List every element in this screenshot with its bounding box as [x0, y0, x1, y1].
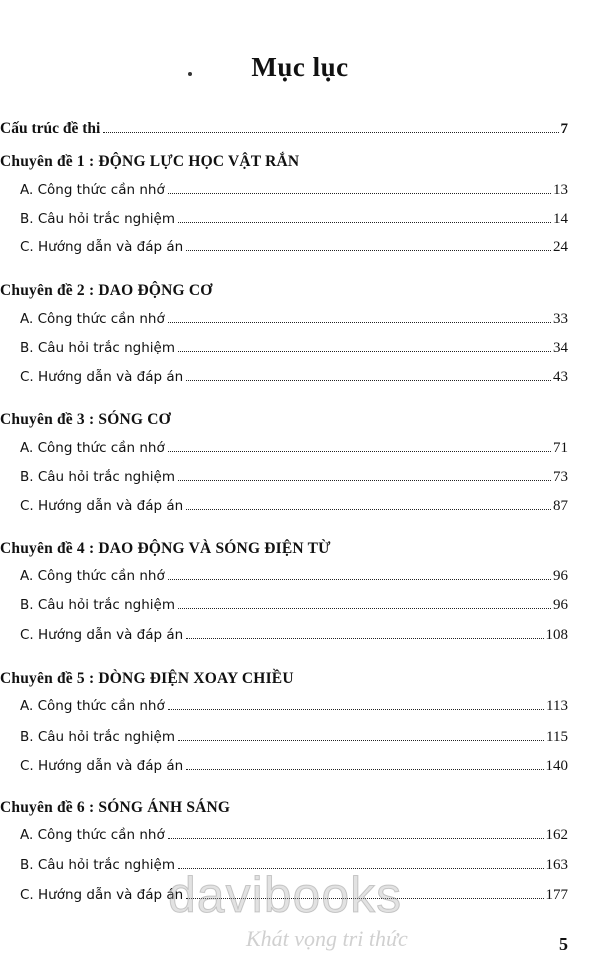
watermark-brand: davibooks — [168, 867, 403, 923]
page-title: Mục lục — [251, 52, 349, 82]
toc-entry-page: 140 — [545, 758, 568, 774]
toc-entry-page: 108 — [545, 627, 568, 643]
toc-entry-page: 24 — [553, 239, 568, 255]
toc-entry-page: 163 — [545, 857, 568, 873]
toc-entry-label: B. Câu hỏi trắc nghiệm — [20, 340, 175, 356]
toc-entry[interactable] — [20, 857, 568, 879]
dot-leader — [178, 480, 551, 481]
toc-entry-label: B. Câu hỏi trắc nghiệm — [20, 857, 175, 873]
toc-entry-label: A. Công thức cần nhớ — [20, 311, 165, 327]
dot-leader — [186, 638, 543, 639]
toc-entry-label: C. Hướng dẫn và đáp án — [20, 887, 184, 903]
toc-entry-label: A. Công thức cần nhớ — [20, 827, 165, 843]
toc-entry[interactable] — [20, 239, 568, 261]
toc-entry-page: 43 — [553, 369, 568, 385]
dot-leader — [186, 380, 551, 381]
toc-entry-page: 33 — [553, 311, 568, 327]
toc-entry[interactable] — [20, 729, 568, 751]
chapter-heading[interactable]: Chuyên đề 4 : DAO ĐỘNG VÀ SÓNG ĐIỆN TỪ — [0, 540, 331, 557]
toc-entry-label: A. Công thức cần nhớ — [20, 440, 165, 456]
toc-entry[interactable] — [20, 311, 568, 333]
chapter-heading[interactable]: Chuyên đề 3 : SÓNG CƠ — [0, 411, 171, 428]
dot-leader — [168, 579, 551, 580]
toc-entry[interactable] — [20, 211, 568, 233]
toc-entry-page: 96 — [553, 568, 568, 584]
toc-entry[interactable] — [20, 887, 568, 909]
toc-entry-page: 87 — [553, 498, 568, 514]
dot-leader — [178, 222, 551, 223]
toc-entry[interactable] — [20, 698, 568, 720]
toc-entry-label: A. Công thức cần nhớ — [20, 182, 165, 198]
dot-leader — [178, 868, 544, 869]
toc-entry[interactable] — [20, 440, 568, 462]
toc-entry-page: 113 — [546, 698, 568, 714]
dot-leader — [168, 838, 544, 839]
toc-entry-label: C. Hướng dẫn và đáp án — [20, 369, 184, 385]
toc-entry[interactable] — [20, 597, 568, 619]
toc-entry-page: 162 — [545, 827, 568, 843]
dot-leader — [103, 132, 558, 133]
toc-entry-page: 96 — [553, 597, 568, 613]
chapter-heading[interactable]: Chuyên đề 1 : ĐỘNG LỰC HỌC VẬT RẮN — [0, 153, 300, 170]
toc-entry-label: B. Câu hỏi trắc nghiệm — [20, 597, 175, 613]
toc-entry-page: 14 — [553, 211, 568, 227]
toc-entry-page: 115 — [546, 729, 568, 745]
toc-entry[interactable] — [20, 627, 568, 649]
toc-entry[interactable] — [20, 182, 568, 204]
toc-entry-label: A. Công thức cần nhớ — [20, 698, 165, 714]
dot-leader — [186, 898, 543, 899]
chapter-heading[interactable]: Chuyên đề 6 : SÓNG ÁNH SÁNG — [0, 799, 231, 816]
toc-entry-label: B. Câu hỏi trắc nghiệm — [20, 469, 175, 485]
dot-leader — [168, 709, 544, 710]
toc-entry-label: C. Hướng dẫn và đáp án — [20, 498, 184, 514]
toc-entry-page: 34 — [553, 340, 568, 356]
toc-entry-page: 13 — [553, 182, 568, 198]
chapter-heading[interactable]: Chuyên đề 2 : DAO ĐỘNG CƠ — [0, 282, 213, 299]
toc-entry-page: 177 — [545, 887, 568, 903]
toc-entry[interactable] — [20, 568, 568, 590]
toc-entry-label: Cấu trúc đề thi — [0, 120, 101, 137]
toc-entry-label: C. Hướng dẫn và đáp án — [20, 239, 184, 255]
watermark-slogan: Khát vọng tri thức — [246, 926, 408, 951]
dot-leader — [186, 250, 551, 251]
dot-leader — [168, 451, 551, 452]
dot-leader — [186, 769, 543, 770]
toc-entry-page: 7 — [560, 121, 568, 137]
dot-leader — [168, 193, 551, 194]
toc-entry[interactable] — [20, 758, 568, 780]
toc-entry[interactable] — [20, 340, 568, 362]
dot-leader — [178, 608, 551, 609]
toc-entry-page: 71 — [553, 440, 568, 456]
toc-entry-label: B. Câu hỏi trắc nghiệm — [20, 729, 175, 745]
toc-entry-label: A. Công thức cần nhớ — [20, 568, 165, 584]
toc-entry[interactable] — [20, 369, 568, 391]
dot-leader — [178, 740, 544, 741]
toc-entry-page: 73 — [553, 469, 568, 485]
toc-entry[interactable] — [20, 827, 568, 849]
toc-entry[interactable] — [20, 469, 568, 491]
toc-entry-intro[interactable] — [0, 120, 568, 142]
toc-entry[interactable] — [20, 498, 568, 520]
chapter-heading[interactable]: Chuyên đề 5 : DÒNG ĐIỆN XOAY CHIỀU — [0, 670, 294, 687]
dot-leader — [186, 509, 551, 510]
dot-leader — [168, 322, 551, 323]
dot-leader — [178, 351, 551, 352]
toc-entry-label: C. Hướng dẫn và đáp án — [20, 627, 184, 643]
toc-entry-label: C. Hướng dẫn và đáp án — [20, 758, 184, 774]
print-speck — [188, 72, 192, 76]
toc-entry-label: B. Câu hỏi trắc nghiệm — [20, 211, 175, 227]
page-number: 5 — [559, 934, 568, 954]
